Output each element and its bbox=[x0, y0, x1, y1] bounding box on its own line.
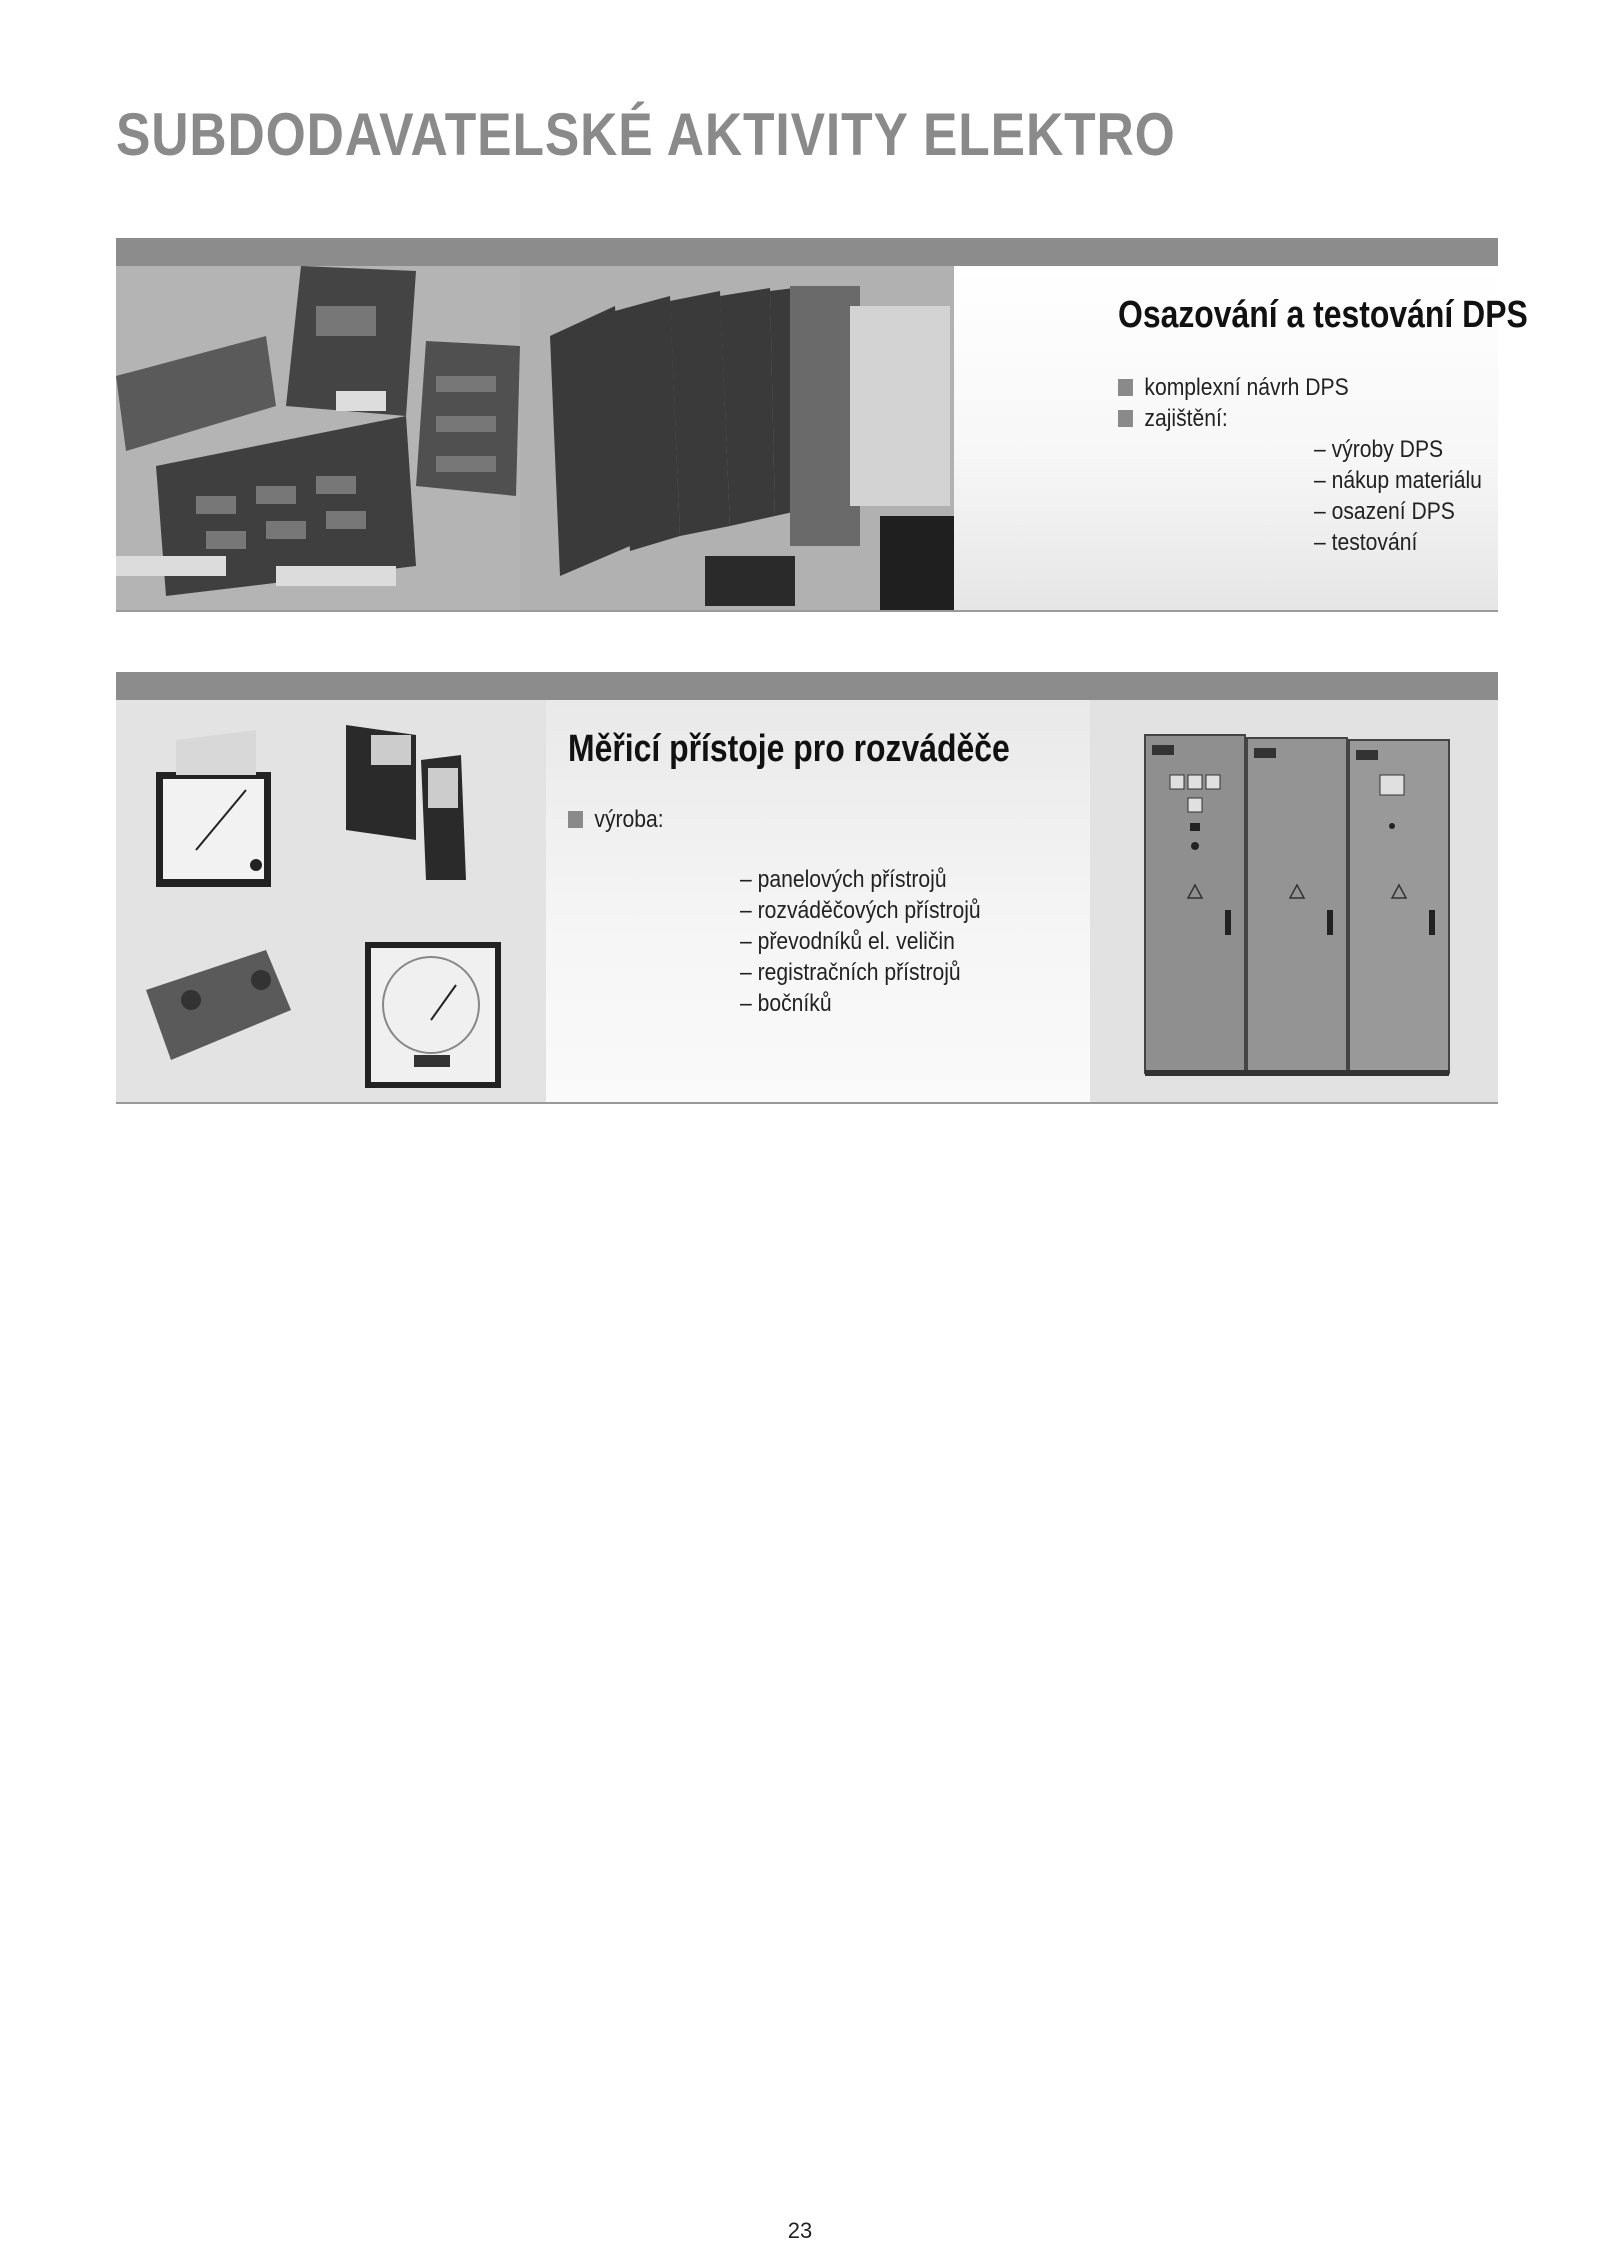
pcb-text-panel bbox=[954, 266, 1528, 610]
sub-item: – převodníků el. veličin bbox=[740, 928, 955, 955]
page-number: 23 bbox=[787, 2218, 813, 2243]
section-body bbox=[116, 266, 1528, 610]
sub-item: – rozváděčových přístrojů bbox=[740, 897, 981, 924]
bullet-item bbox=[568, 804, 664, 835]
sub-item: – panelových přístrojů bbox=[740, 866, 947, 893]
bullet-list bbox=[1118, 372, 1380, 434]
sub-list bbox=[740, 864, 1013, 1019]
instruments-text-panel bbox=[546, 700, 1090, 1102]
sub-item: – testování bbox=[1314, 529, 1418, 556]
sub-item: – výroby DPS bbox=[1314, 436, 1444, 463]
section-pcb-assembly bbox=[116, 238, 1528, 612]
square-bullet-icon bbox=[1118, 379, 1133, 396]
sub-item: – registračních přístrojů bbox=[740, 959, 961, 986]
section-heading: Osazování a testování DPS bbox=[1118, 294, 1528, 336]
sub-item: – nákup materiálu bbox=[1314, 467, 1482, 494]
section-heading: Měřicí přístoje pro rozváděče bbox=[568, 728, 1010, 770]
square-bullet-icon bbox=[568, 811, 583, 828]
bullet-text: komplexní návrh DPS bbox=[1144, 374, 1349, 401]
switchgear-cabinets-photo bbox=[1090, 700, 1498, 1102]
measuring-instruments-photo bbox=[116, 700, 546, 1102]
bullet-list bbox=[568, 804, 677, 835]
sub-list bbox=[1314, 434, 1505, 558]
section-measuring-instruments bbox=[116, 672, 1498, 1104]
square-bullet-icon bbox=[1118, 410, 1133, 427]
printed-circuit-boards-photo bbox=[116, 266, 520, 610]
sub-item: – osazení DPS bbox=[1314, 498, 1455, 525]
section-body bbox=[116, 700, 1498, 1102]
section-header-bar bbox=[116, 672, 1498, 700]
bullet-item bbox=[1118, 403, 1349, 434]
bullet-text: zajištění: bbox=[1144, 405, 1228, 432]
bullet-text: výroba: bbox=[594, 806, 664, 833]
pcb-rack-photo bbox=[520, 266, 954, 610]
page-title: SUBDODAVATELSKÉ AKTIVITY ELEKTRO bbox=[116, 101, 1176, 168]
sub-item: – bočníků bbox=[740, 990, 832, 1017]
bullet-item bbox=[1118, 372, 1349, 403]
section-header-bar bbox=[116, 238, 1498, 266]
